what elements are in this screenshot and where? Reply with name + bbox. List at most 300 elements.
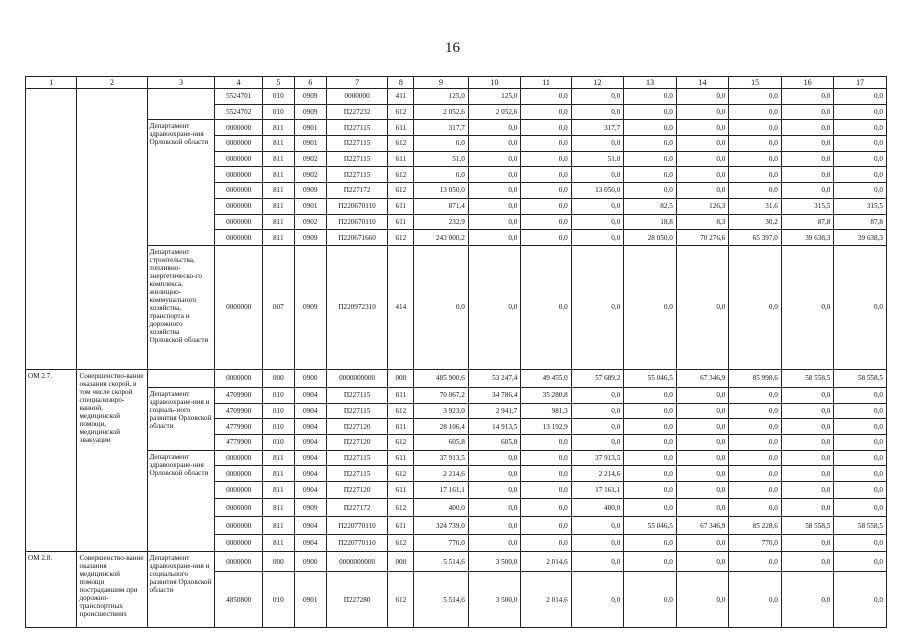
table-cell: 0000000 bbox=[215, 167, 262, 183]
table-cell: 0,0 bbox=[521, 230, 571, 246]
table-cell: 37 913,5 bbox=[571, 450, 624, 466]
table-body bbox=[26, 89, 887, 628]
table-cell: 0,0 bbox=[468, 151, 521, 167]
table-cell: 0,0 bbox=[781, 245, 834, 369]
table-cell: 811 bbox=[262, 214, 294, 230]
table-cell: 811 bbox=[262, 450, 294, 466]
table-cell: 0,0 bbox=[834, 387, 887, 403]
table-cell: 0,0 bbox=[676, 387, 729, 403]
table-cell: 612 bbox=[388, 136, 414, 152]
table-cell: П220770110 bbox=[326, 535, 388, 552]
table-cell: 0,0 bbox=[624, 419, 677, 435]
table-cell: 4709900 bbox=[215, 387, 262, 403]
table-cell: 010 bbox=[262, 104, 294, 120]
table-cell: 0,0 bbox=[781, 552, 834, 572]
table-cell: 55 046,5 bbox=[624, 369, 677, 387]
table-cell: 0000000 bbox=[215, 499, 262, 517]
table-cell: 612 bbox=[388, 466, 414, 482]
table-cell: 0,0 bbox=[521, 517, 571, 535]
table-cell: 0,0 bbox=[521, 183, 571, 199]
table-cell: 13 050,0 bbox=[414, 183, 469, 199]
table-cell: П227115 bbox=[326, 151, 388, 167]
responsible-executor bbox=[147, 369, 215, 387]
table-cell: 0,0 bbox=[676, 450, 729, 466]
col-number: 6 bbox=[294, 77, 326, 89]
table-cell: 007 bbox=[262, 245, 294, 369]
table-cell: 0,0 bbox=[414, 136, 469, 152]
table-cell: 0,0 bbox=[571, 230, 624, 246]
table-cell: 0,0 bbox=[676, 419, 729, 435]
table-cell: 0,0 bbox=[521, 167, 571, 183]
table-cell: 0000000 bbox=[215, 151, 262, 167]
table-cell: 0901 bbox=[294, 120, 326, 136]
table-cell: 811 bbox=[262, 499, 294, 517]
table-cell: 58 558,5 bbox=[781, 369, 834, 387]
col-number: 12 bbox=[571, 77, 624, 89]
col-number: 1 bbox=[26, 77, 77, 89]
table-cell: 811 bbox=[262, 151, 294, 167]
table-cell: 0,0 bbox=[676, 466, 729, 482]
table-cell: 0909 bbox=[294, 183, 326, 199]
table-cell: 612 bbox=[388, 535, 414, 552]
measure-code: ОМ 2.8. bbox=[26, 552, 77, 628]
table-cell: 0,0 bbox=[676, 552, 729, 572]
table-cell: 0,0 bbox=[571, 434, 624, 450]
table-cell: 4850800 bbox=[215, 572, 262, 628]
table-cell: 0,0 bbox=[729, 466, 782, 482]
table-cell: 0,0 bbox=[781, 136, 834, 152]
table-row bbox=[26, 552, 887, 572]
table-cell: 0,0 bbox=[521, 136, 571, 152]
table-cell: 0,0 bbox=[571, 245, 624, 369]
table-cell: 35 280,8 bbox=[521, 387, 571, 403]
table-cell: 0,0 bbox=[676, 482, 729, 499]
table-cell: П227115 bbox=[326, 466, 388, 482]
table-cell: 811 bbox=[262, 120, 294, 136]
table-cell: 0,0 bbox=[834, 434, 887, 450]
table-cell: 0,0 bbox=[781, 104, 834, 120]
measure-title: Совершенство-вание оказания скорой, в том числе скорой специализиро-ванной, медицинской помощи, медицинской эвакуации bbox=[77, 369, 147, 551]
table-cell: 010 bbox=[262, 387, 294, 403]
table-cell: 0,0 bbox=[729, 552, 782, 572]
table-cell: 0,0 bbox=[834, 466, 887, 482]
table-cell: 0,0 bbox=[624, 183, 677, 199]
table-cell: 315,5 bbox=[781, 198, 834, 214]
table-cell: 612 bbox=[388, 499, 414, 517]
table-cell: 0,0 bbox=[624, 434, 677, 450]
table-cell: 0900 bbox=[294, 369, 326, 387]
table-cell: П220670110 bbox=[326, 198, 388, 214]
table-cell: 0904 bbox=[294, 482, 326, 499]
responsible-executor: Департамент здравоохране-ния и социального развития Орловской области bbox=[147, 552, 215, 628]
table-cell: 611 bbox=[388, 482, 414, 499]
col-number: 13 bbox=[624, 77, 677, 89]
table-cell: 3 500,0 bbox=[468, 572, 521, 628]
table-cell: 0,0 bbox=[834, 183, 887, 199]
table-cell: 0,0 bbox=[729, 136, 782, 152]
table-cell: 2 014,6 bbox=[521, 572, 571, 628]
table-cell: 0,0 bbox=[521, 482, 571, 499]
table-cell: 0,0 bbox=[571, 572, 624, 628]
table-cell: 411 bbox=[388, 89, 414, 105]
table-cell: 0,0 bbox=[521, 434, 571, 450]
table-cell: 0000000 bbox=[215, 230, 262, 246]
table-cell: 000 bbox=[388, 552, 414, 572]
table-cell: 611 bbox=[388, 387, 414, 403]
table-row bbox=[26, 120, 887, 136]
table-cell: 770,0 bbox=[729, 535, 782, 552]
table-cell: 0,0 bbox=[834, 120, 887, 136]
table-cell: 0,0 bbox=[624, 120, 677, 136]
table-cell: 0,0 bbox=[834, 535, 887, 552]
table-cell: 70 067,2 bbox=[414, 387, 469, 403]
table-cell: 232,9 bbox=[414, 214, 469, 230]
table-cell: 0,0 bbox=[468, 499, 521, 517]
table-cell: 0,0 bbox=[834, 167, 887, 183]
table-cell: 0000000 bbox=[215, 183, 262, 199]
table-cell: 0,0 bbox=[521, 214, 571, 230]
table-cell: 31,6 bbox=[729, 198, 782, 214]
table-cell: 0901 bbox=[294, 572, 326, 628]
table-cell: 70 276,6 bbox=[676, 230, 729, 246]
table-cell: 611 bbox=[388, 198, 414, 214]
table-cell: 2 052,6 bbox=[468, 104, 521, 120]
table-cell: 0,0 bbox=[781, 183, 834, 199]
table-cell: 5 514,6 bbox=[414, 552, 469, 572]
table-cell: 87,8 bbox=[781, 214, 834, 230]
table-cell: 0,0 bbox=[468, 230, 521, 246]
table-cell: 400,0 bbox=[414, 499, 469, 517]
table-cell: П220770110 bbox=[326, 517, 388, 535]
table-cell: 0904 bbox=[294, 517, 326, 535]
table-cell: 010 bbox=[262, 403, 294, 419]
table-cell: 605,8 bbox=[468, 434, 521, 450]
table-cell: 612 bbox=[388, 434, 414, 450]
table-cell: 0,0 bbox=[571, 104, 624, 120]
table-cell: 0000000 bbox=[215, 535, 262, 552]
table-row bbox=[26, 369, 887, 387]
table-row bbox=[26, 387, 887, 403]
table-cell: 67 346,9 bbox=[676, 517, 729, 535]
table-cell: 0909 bbox=[294, 89, 326, 105]
table-cell: 0,0 bbox=[571, 517, 624, 535]
table-cell: 811 bbox=[262, 183, 294, 199]
responsible-executor: Департамент здравоохране-ния и социаль-ного развития Орловской области bbox=[147, 387, 215, 450]
table-cell: 2 941,7 bbox=[468, 403, 521, 419]
table-cell: 0,0 bbox=[468, 214, 521, 230]
table-cell: 811 bbox=[262, 482, 294, 499]
col-number: 7 bbox=[326, 77, 388, 89]
column-number-row bbox=[26, 77, 887, 89]
table-cell: 0,0 bbox=[624, 245, 677, 369]
col-number: 3 bbox=[147, 77, 215, 89]
table-cell: П227115 bbox=[326, 450, 388, 466]
table-cell: 0,0 bbox=[676, 403, 729, 419]
table-cell: 0,0 bbox=[468, 466, 521, 482]
table-cell: 13 192,9 bbox=[521, 419, 571, 435]
table-cell: 0,0 bbox=[571, 535, 624, 552]
table-cell: 0,0 bbox=[834, 245, 887, 369]
table-cell: 0902 bbox=[294, 167, 326, 183]
table-cell: 0,0 bbox=[834, 499, 887, 517]
table-cell: 0,0 bbox=[624, 387, 677, 403]
table-cell: П227115 bbox=[326, 167, 388, 183]
table-cell: 0,0 bbox=[729, 499, 782, 517]
table-cell: П227280 bbox=[326, 572, 388, 628]
table-cell: 0000000000 bbox=[326, 369, 388, 387]
col-number: 15 bbox=[729, 77, 782, 89]
table-cell: 0,0 bbox=[834, 552, 887, 572]
table-cell: 0,0 bbox=[468, 245, 521, 369]
table-cell: 0,0 bbox=[729, 183, 782, 199]
table-cell: 126,3 bbox=[676, 198, 729, 214]
table-cell: 3 500,0 bbox=[468, 552, 521, 572]
table-cell: 0,0 bbox=[624, 450, 677, 466]
page-number: 16 bbox=[445, 40, 460, 56]
col-number: 4 bbox=[215, 77, 262, 89]
table-cell: 0000000 bbox=[215, 214, 262, 230]
table-cell: 55 046,5 bbox=[624, 517, 677, 535]
table-cell: 0000000 bbox=[326, 89, 388, 105]
table-cell: 58 558,5 bbox=[781, 517, 834, 535]
table-cell: 0,0 bbox=[834, 419, 887, 435]
table-cell: 0,0 bbox=[676, 499, 729, 517]
table-cell: 34 786,4 bbox=[468, 387, 521, 403]
table-cell: 414 bbox=[388, 245, 414, 369]
table-cell: 0,0 bbox=[521, 245, 571, 369]
table-cell: П227120 bbox=[326, 419, 388, 435]
table-cell: 0000000 bbox=[215, 466, 262, 482]
table-cell: 000 bbox=[262, 552, 294, 572]
table-cell: 612 bbox=[388, 572, 414, 628]
table-cell: 981,3 bbox=[521, 403, 571, 419]
table-cell: 000 bbox=[262, 369, 294, 387]
col-number: 14 bbox=[676, 77, 729, 89]
table-cell: 0,0 bbox=[676, 245, 729, 369]
table-cell: 0,0 bbox=[781, 151, 834, 167]
table-cell: 125,0 bbox=[468, 89, 521, 105]
table-cell: 0,0 bbox=[414, 167, 469, 183]
table-cell: 58 558,5 bbox=[834, 369, 887, 387]
table-cell: 2 214,6 bbox=[414, 466, 469, 482]
table-cell: 0,0 bbox=[468, 535, 521, 552]
table-cell: 0,0 bbox=[781, 434, 834, 450]
table-cell: 0,0 bbox=[571, 136, 624, 152]
table-cell: 0,0 bbox=[571, 419, 624, 435]
measure-title: Совершенство-вание оказания медицинской помощи пострадавшим при дорожно-транспортных происшествиях bbox=[77, 552, 147, 628]
table-cell: 0,0 bbox=[571, 198, 624, 214]
table-cell: 010 bbox=[262, 434, 294, 450]
col-number: 2 bbox=[77, 77, 147, 89]
table-cell: 67 346,9 bbox=[676, 369, 729, 387]
table-cell: 30,2 bbox=[729, 214, 782, 230]
table-cell: 0,0 bbox=[468, 120, 521, 136]
table-cell: П227172 bbox=[326, 183, 388, 199]
table-cell: 0,0 bbox=[624, 535, 677, 552]
table-cell: 0,0 bbox=[624, 466, 677, 482]
table-cell: 65 397,0 bbox=[729, 230, 782, 246]
table-cell: 0,0 bbox=[571, 167, 624, 183]
col-number: 9 bbox=[414, 77, 469, 89]
table-cell: 0,0 bbox=[834, 572, 887, 628]
table-cell: 5524701 bbox=[215, 89, 262, 105]
col-number: 10 bbox=[468, 77, 521, 89]
col-number: 11 bbox=[521, 77, 571, 89]
table-cell: 0,0 bbox=[676, 167, 729, 183]
table-cell: 315,5 bbox=[834, 198, 887, 214]
table-cell: 400,0 bbox=[571, 499, 624, 517]
table-cell: 611 bbox=[388, 151, 414, 167]
table-cell: 0,0 bbox=[468, 167, 521, 183]
table-cell: 0904 bbox=[294, 535, 326, 552]
table-cell: 0,0 bbox=[834, 450, 887, 466]
table-cell: 0,0 bbox=[729, 104, 782, 120]
col-number: 16 bbox=[781, 77, 834, 89]
table-cell: 611 bbox=[388, 419, 414, 435]
table-cell: 0,0 bbox=[729, 167, 782, 183]
table-cell: 125,0 bbox=[414, 89, 469, 105]
table-cell: 0,0 bbox=[676, 572, 729, 628]
table-cell: 0,0 bbox=[468, 198, 521, 214]
measure-title bbox=[77, 89, 147, 370]
col-number: 17 bbox=[834, 77, 887, 89]
table-cell: 0,0 bbox=[834, 482, 887, 499]
table-cell: 57 689,2 bbox=[571, 369, 624, 387]
table-cell: 611 bbox=[388, 517, 414, 535]
table-row bbox=[26, 245, 887, 369]
table-cell: 0000000 bbox=[215, 552, 262, 572]
table-cell: 0902 bbox=[294, 151, 326, 167]
table-cell: 0,0 bbox=[676, 89, 729, 105]
table-cell: П220670110 bbox=[326, 214, 388, 230]
table-cell: П227172 bbox=[326, 499, 388, 517]
col-number: 5 bbox=[262, 77, 294, 89]
table-cell: 612 bbox=[388, 403, 414, 419]
table-cell: 0909 bbox=[294, 245, 326, 369]
table-cell: 0,0 bbox=[729, 151, 782, 167]
table-cell: 811 bbox=[262, 230, 294, 246]
table-row bbox=[26, 450, 887, 466]
table-cell: П227115 bbox=[326, 136, 388, 152]
table-cell: 0,0 bbox=[571, 214, 624, 230]
table-cell: 0,0 bbox=[676, 120, 729, 136]
table-cell: 0,0 bbox=[624, 89, 677, 105]
table-cell: 2 214,6 bbox=[571, 466, 624, 482]
table-cell: 0000000 bbox=[215, 482, 262, 499]
table-cell: 0909 bbox=[294, 104, 326, 120]
table-cell: 605,8 bbox=[414, 434, 469, 450]
table-cell: 612 bbox=[388, 230, 414, 246]
table-cell: 0900 bbox=[294, 552, 326, 572]
table-cell: 0,0 bbox=[521, 151, 571, 167]
table-cell: 0,0 bbox=[781, 572, 834, 628]
table-cell: 612 bbox=[388, 167, 414, 183]
table-cell: 0909 bbox=[294, 230, 326, 246]
table-cell: 0,0 bbox=[468, 517, 521, 535]
table-cell: 0,0 bbox=[521, 198, 571, 214]
table-cell: 14 913,5 bbox=[468, 419, 521, 435]
table-cell: 811 bbox=[262, 466, 294, 482]
table-cell: 0,0 bbox=[521, 89, 571, 105]
table-cell: П227232 bbox=[326, 104, 388, 120]
table-cell: 324 739,0 bbox=[414, 517, 469, 535]
table-cell: 4779900 bbox=[215, 434, 262, 450]
table-cell: 53 247,4 bbox=[468, 369, 521, 387]
table-cell: 0,0 bbox=[729, 419, 782, 435]
table-cell: 0,0 bbox=[676, 183, 729, 199]
table-cell: 37 913,5 bbox=[414, 450, 469, 466]
table-cell: 0,0 bbox=[624, 552, 677, 572]
table-cell: 5 514,6 bbox=[414, 572, 469, 628]
table-cell: 39 638,3 bbox=[781, 230, 834, 246]
table-cell: 770,0 bbox=[414, 535, 469, 552]
table-cell: 0000000 bbox=[215, 517, 262, 535]
responsible-executor bbox=[147, 89, 215, 120]
table-cell: 317,7 bbox=[571, 120, 624, 136]
table-cell: 0,0 bbox=[781, 535, 834, 552]
table-cell: П227115 bbox=[326, 403, 388, 419]
table-cell: 0,0 bbox=[834, 89, 887, 105]
table-cell: П227120 bbox=[326, 482, 388, 499]
table-cell: 0,0 bbox=[624, 167, 677, 183]
table-cell: 0901 bbox=[294, 198, 326, 214]
table-cell: 0,0 bbox=[414, 245, 469, 369]
table-cell: 0,0 bbox=[676, 434, 729, 450]
budget-table bbox=[25, 76, 887, 628]
table-cell: 0,0 bbox=[729, 120, 782, 136]
table-cell: 0,0 bbox=[624, 104, 677, 120]
table-cell: 243 000,2 bbox=[414, 230, 469, 246]
table-cell: 0,0 bbox=[468, 482, 521, 499]
table-cell: 0000000 bbox=[215, 450, 262, 466]
col-number: 8 bbox=[388, 77, 414, 89]
table-cell: 0,0 bbox=[571, 387, 624, 403]
table-cell: 0,0 bbox=[521, 450, 571, 466]
table-cell: 0904 bbox=[294, 403, 326, 419]
table-cell: 0,0 bbox=[676, 136, 729, 152]
table-cell: 0,0 bbox=[624, 403, 677, 419]
table-cell: 0,0 bbox=[521, 466, 571, 482]
table-cell: 0,0 bbox=[834, 136, 887, 152]
table-cell: 0,0 bbox=[571, 89, 624, 105]
table-cell: 0000000 bbox=[215, 120, 262, 136]
table-cell: П220671660 bbox=[326, 230, 388, 246]
table-cell: 010 bbox=[262, 572, 294, 628]
table-cell: 010 bbox=[262, 89, 294, 105]
table-cell: 0,0 bbox=[781, 419, 834, 435]
table-cell: 18,8 bbox=[624, 214, 677, 230]
table-cell: 82,5 bbox=[624, 198, 677, 214]
table-cell: 612 bbox=[388, 104, 414, 120]
table-cell: 0,0 bbox=[729, 245, 782, 369]
table-cell: 0,0 bbox=[729, 89, 782, 105]
table-cell: 85 228,6 bbox=[729, 517, 782, 535]
table-cell: 871,4 bbox=[414, 198, 469, 214]
table-cell: П227115 bbox=[326, 387, 388, 403]
table-cell: 2 052,6 bbox=[414, 104, 469, 120]
table-cell: П227120 bbox=[326, 434, 388, 450]
table-cell: 0,0 bbox=[521, 120, 571, 136]
table-cell: 0,0 bbox=[676, 151, 729, 167]
table-cell: 611 bbox=[388, 120, 414, 136]
table-cell: 0,0 bbox=[781, 450, 834, 466]
table-cell: 0,0 bbox=[468, 450, 521, 466]
table-cell: 0904 bbox=[294, 466, 326, 482]
table-cell: 0,0 bbox=[729, 450, 782, 466]
table-cell: 0902 bbox=[294, 214, 326, 230]
table-cell: 87,8 bbox=[834, 214, 887, 230]
table-cell: 0,0 bbox=[729, 434, 782, 450]
